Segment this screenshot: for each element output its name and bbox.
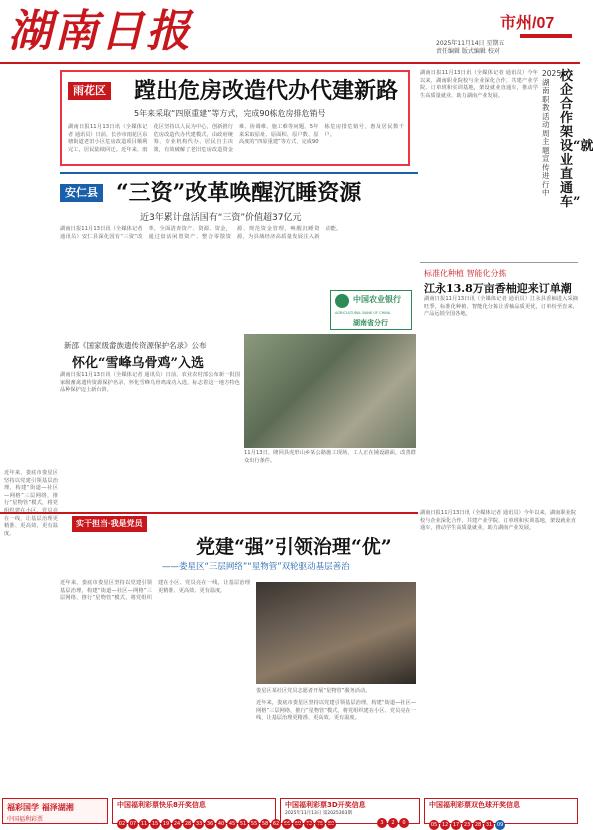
lottery-ball: 15 [151,821,159,827]
lottery-ball: 33 [195,821,203,827]
edition-meta [436,40,504,56]
photo-caption: 11月13日，隆回县虎形山乡某公路施工现场，工人正在铺设路面，改善群众出行条件。 [244,450,416,464]
lottery-ball: 17 [452,822,460,828]
section-label: 市州/07 [500,15,555,32]
lottery-ball: 58 [261,821,269,827]
lottery-3d [280,798,420,824]
vertical-subhead: 2025湖南职教活动周主题宣传进行中 [542,69,562,197]
bank-ad [330,290,412,330]
lottery-ball: 24 [173,821,181,827]
lottery-ball: 80 [327,821,335,827]
lottery-ball: 12 [441,822,449,828]
divider [60,172,418,174]
news-photo-meeting [256,582,416,684]
story-kicker: 实干担当·我是党员 [72,516,147,532]
right-body: 湖南日报11月13日讯（全媒体记者 通讯员）今年以来，湖南职业院校与企业深化合作，共建产业学院、订单班和实训基地，架设就业直通车，推动学生高质量就业，助力湖南产业发展。 [420,70,538,99]
lottery-ball: 11 [140,821,148,827]
story-kicker: 新邵《国家级畲族遗传资源保护名录》公布 [64,341,207,350]
newspaper-logo: 湖南日报 [8,6,192,57]
section-rule [520,34,572,38]
story-title: 党建“强”引领治理“优” [196,536,392,558]
lottery-brand: 中国福利彩票 [7,816,44,823]
ad-body: 湖南日报11月13日讯（全媒体记者 通讯员）江永县香柚进入采摘旺季，标准化种植、智能化分拣让香柚品质更优，订单纷至沓来，产品远销全国各地。 [424,296,578,318]
lottery-ball: 28 [474,822,482,828]
lottery-ball: 28 [184,821,192,827]
lottery-ball: 66 [283,821,291,827]
bank-logo-icon [335,294,349,308]
lottery-ball: 2 [388,818,398,828]
vertical-headline: 校企合作架设“就业直通车” [560,69,593,210]
edition-date: 2025年11月14日 星期五 [436,40,505,47]
lottery-ball: 0 [399,818,409,828]
lottery-ball: 40 [217,821,225,827]
lottery-issue: 2025年11月13日 第2025303期 [285,811,352,816]
story-body: 近年来，娄底市娄星区坚持以党建引领基层治理，构建“街道—社区—网格”三层网络，推行“星物管”模式，将党组织建在小区、党员亮在一线，让基层治理更精准、更高效、更有温度。 [60,580,250,602]
lottery-ball: 62 [272,821,280,827]
story-tag: 安仁县 [60,184,103,202]
lottery-balls [429,811,506,830]
story-title: 蹚出危房改造代办代建新路 [134,78,399,104]
lottery-ball: 55 [250,821,258,827]
lottery-balls [377,809,410,828]
news-photo-construction [244,334,416,448]
lottery-ball: 23 [463,822,471,828]
lottery-ssq [424,798,578,828]
lottery-ball: 36 [206,821,214,827]
masthead [0,0,580,64]
lottery-ball: 31 [485,822,493,828]
right-body-cont: 湖南日报11月13日讯（全媒体记者 通讯员）今年以来，湖南职业院校与企业深化合作，共建产业学院、订单班和实训基地，架设就业直通车，推动学生高质量就业，助力湖南产业发展。 [420,510,576,532]
lottery-title: 中国福利彩票3D开奖信息 [285,801,366,809]
lottery-ball: 09 [496,822,504,828]
story-title: “三资”改革唤醒沉睡资源 [116,180,362,206]
lottery-ball: 45 [228,821,236,827]
lottery-ball: 72 [305,821,313,827]
story-title: 怀化“雪峰乌骨鸡”入选 [72,356,204,371]
story-subtitle: 5年来采取“四原重建”等方式，完成90栋危房排危销号 [134,109,326,118]
edition-editors: 责任编辑 版式编辑 校对 [436,48,500,55]
ad-kicker: 标准化种植 智能化分拣 [424,269,507,278]
bank-branch: 湖南省分行 [353,319,388,327]
lottery-ball: 07 [129,821,137,827]
divider [420,262,578,263]
bank-name: 中国农业银行 [353,295,401,304]
lottery-title: 中国福利彩票双色球开奖信息 [429,801,520,809]
story-body: 湖南日报11月13日讯（全媒体记者 通讯员）日前，长沙市雨花区东塘街道老旧小区危房改造项目顺利完工，居民陆续回迁。近年来，雨花区坚持以人民为中心，创新推行危房改造代办代建模式，由政府统筹、专业机构代办、居民自主决策，有效破解了老旧危房改造资金难、协调难、施工难等问题，5年来采取原址、原面积、原户数、原高度的“四原重建”等方式，完成90栋危房排危销号，惠及居民数千户。 [68,124,404,153]
lottery-ball: 19 [162,821,170,827]
lottery-ball: 02 [118,821,126,827]
lottery-ball: 75 [316,821,324,827]
lottery-ball: 3 [377,818,387,828]
lottery-brand-ad [2,798,108,824]
lottery-title: 中国福利彩票快乐8开奖信息 [117,801,206,809]
story-yuhua [60,70,410,166]
story-tag: 雨花区 [68,82,111,100]
photo-caption: 娄星区某社区党员志愿者开展“星物管”服务活动。 [256,688,371,694]
story-body-col: 近年来，娄底市娄星区坚持以党建引领基层治理，构建“街道—社区—网格”三层网络，推行“星物管”模式，将党组织建在小区、党员亮在一线，让基层治理更精准、更高效、更有温度。 [4,470,58,537]
ad-title: 江永13.8万亩香柚迎来订单潮 [424,282,572,295]
story-subtitle: ——娄星区“三层网络”“星物管”双轮驱动基层善治 [162,562,350,572]
divider [0,512,418,514]
story-body: 湖南日报11月13日讯（全媒体记者 通讯员）安仁县深化国有“三资”改革，全面清查资产、资源、资金，通过盘活闲置资产、整合零散资源、规范资金管理，唤醒沉睡资源，为县域经济高质量发展注入新动能。 [60,226,342,240]
lottery-ball: 05 [430,822,438,828]
lottery-slogan: 福彩国学 福泽湖湘 [7,803,74,812]
lottery-ball: 69 [294,821,302,827]
bank-name-en: AGRICULTURAL BANK OF CHINA [335,311,391,315]
story-subtitle: 近3年累计盘活国有“三资”价值超37亿元 [140,213,302,223]
story-body-cont: 近年来，娄底市娄星区坚持以党建引领基层治理，构建“街道—社区—网格”三层网络，推行“星物管”模式，将党组织建在小区、党员亮在一线，让基层治理更精准、更高效、更有温度。 [256,700,416,722]
story-body: 湖南日报11月13日讯（全媒体记者 通讯员）日前，农业农村部公布新一批国家级畜禽遗传资源保护名录，怀化雪峰乌骨鸡成功入选，标志着这一地方特色品种保护迈上新台阶。 [60,372,240,394]
lottery-ball: 51 [239,821,247,827]
